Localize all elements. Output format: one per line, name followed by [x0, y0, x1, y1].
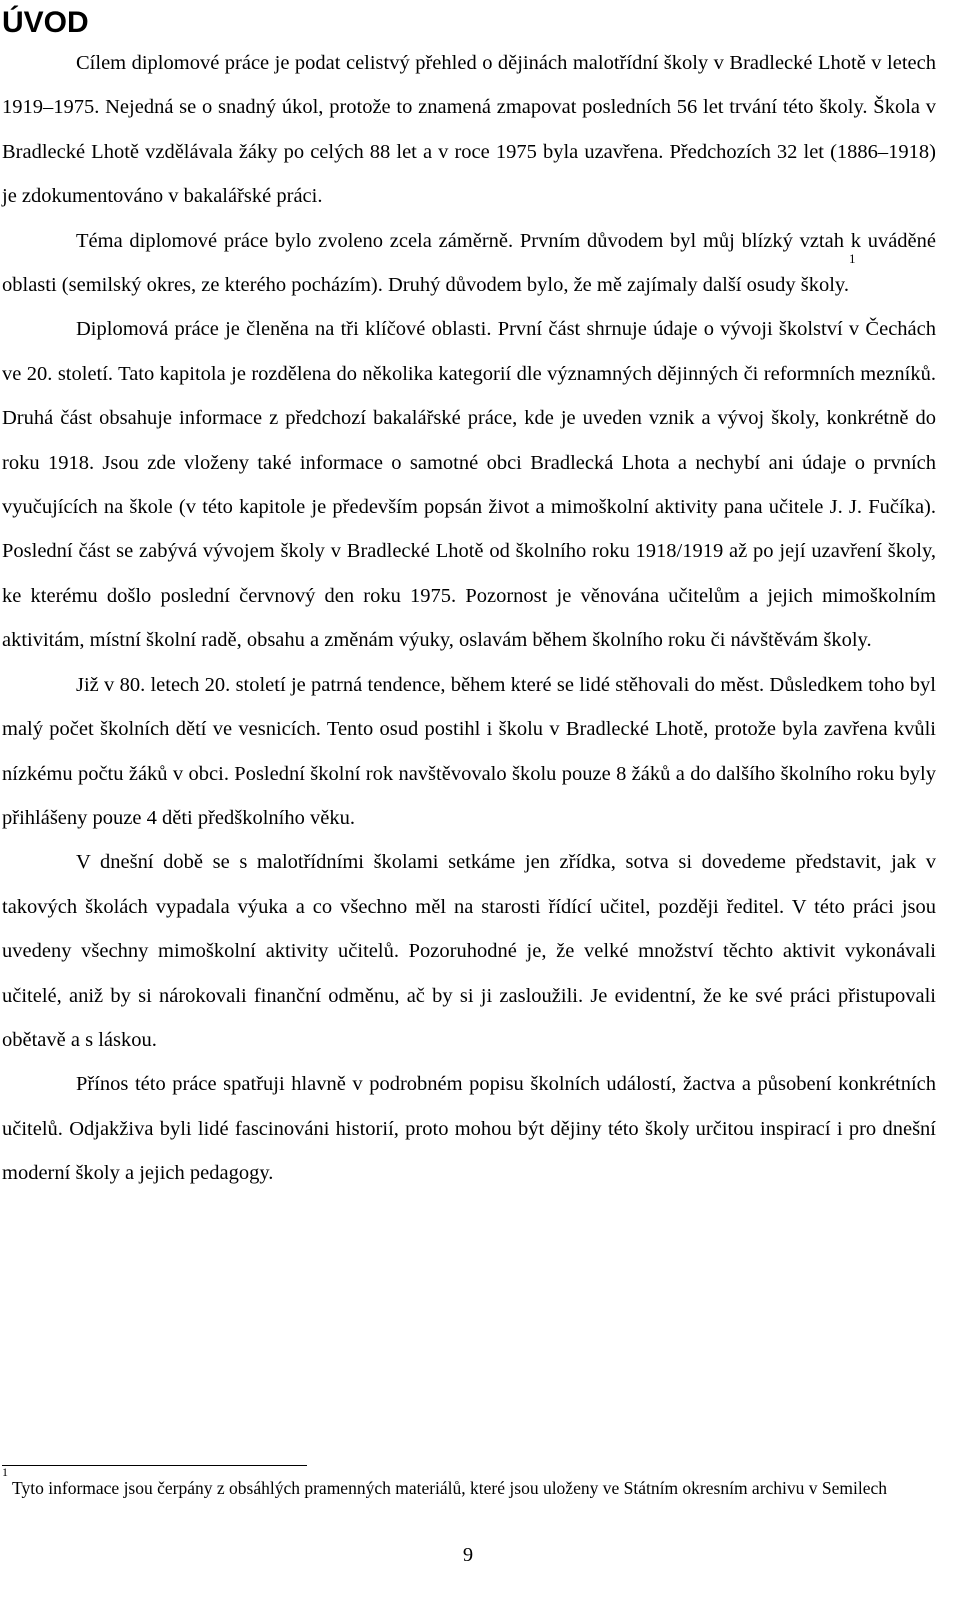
section-heading: ÚVOD: [2, 6, 89, 39]
paragraph-text: Diplomová práce je členěna na tři klíčové oblasti. První část shrnuje údaje o vývoji školství v Čechách ve 20. století. Tato kapitola je rozdělena do několika kategorií dle významných dějinných či reformních mezníků. Druhá část obsahuje informace z předchozí bakalářské práce, kde je uveden vznik a vývoj školy, konkrétně do roku 1918. Jsou zde vloženy také informace o samotné obci Bradlecká Lhota a nechybí ani údaje o prvních vyučujících na škole (v této kapitole je především popsán život a mimoškolní aktivity pana učitele J. J. Fučíka). Poslední část se zabývá vývojem školy v Bradlecké Lhotě od školního roku 1918/1919 až po její uzavření školy, ke kterému došlo poslední červnový den roku 1975. Pozornost je věnována učitelům a jejich mimoškolním aktivitám, místní školní radě, obsahu a změnám výuky, oslavám během školního roku či návštěvám školy.: [2, 318, 936, 652]
page-number: 9: [462, 1544, 474, 1566]
paragraph-5: [2, 840, 936, 1062]
paragraph-text: Přínos této práce spatřuji hlavně v podrobném popisu školních událostí, žactva a působení konkrétních učitelů. Odjakživa byli lidé fascinováni historií, proto mohou být dějiny této školy určitou inspirací i pro dnešní moderní školy a jejich pedagogy.: [2, 1073, 936, 1185]
paragraph-4: [2, 663, 936, 841]
paragraph-3: [2, 307, 936, 662]
footnote-text: Tyto informace jsou čerpány z obsáhlých pramenných materiálů, které jsou uloženy ve Státním okresním archivu v Semilech: [8, 1478, 888, 1498]
paragraph-6: [2, 1062, 936, 1195]
footnote-reference[interactable]: 1: [848, 251, 856, 267]
paragraph-text: V dnešní době se s malotřídními školami setkáme jen zřídka, sotva si dovedeme představit, jak v takových školách vypadala výuka a co všechno měl na starosti řídící učitel, později ředitel. V této práci jsou uvedeny všechny mimoškolní aktivity učitelů. Pozoruhodné je, že velké množství těchto aktivit vykonávali učitelé, aniž by si nárokovali finanční odměnu, ač by si ji zasloužili. Je evidentní, že ke své práci přistupovali obětavě a s láskou.: [2, 851, 936, 1051]
footnote-divider: [2, 1465, 307, 1466]
paragraph-1: [2, 41, 936, 219]
footnote-mark: 1: [2, 1465, 8, 1479]
body-text: [2, 41, 936, 1196]
paragraph-text: Téma diplomové práce bylo zvoleno zcela záměrně. Prvním důvodem byl můj blízký vztah k uváděné oblasti (semilský okres, ze kterého pocházím). Druhý důvodem bylo, že mě zajímaly další osudy školy.: [2, 229, 936, 297]
paragraph-text: Již v 80. letech 20. století je patrná tendence, během které se lidé stěhovali do měst. Důsledkem toho byl malý počet školních dětí ve vesnicích. Tento osud postihl i školu v Bradlecké Lhotě, protože byla zavřena kvůli nízkému počtu žáků v obci. Poslední školní rok navštěvovalo školu pouze 8 žáků a do dalšího školního roku byly přihlášeny pouze 4 děti předškolního věku.: [2, 673, 936, 829]
footnote: [2, 1465, 936, 1501]
paragraph-text: Cílem diplomové práce je podat celistvý přehled o dějinách malotřídní školy v Bradlecké Lhotě v letech 1919–1975. Nejedná se o snadný úkol, protože to znamená zmapovat posledních 56 let trvání této školy. Škola v Bradlecké Lhotě vzdělávala žáky po celých 88 let a v roce 1975 byla uzavřena. Předchozích 32 let (1886–1918) je zdokumentováno v bakalářské práci.: [2, 52, 936, 208]
paragraph-2: [2, 219, 936, 308]
